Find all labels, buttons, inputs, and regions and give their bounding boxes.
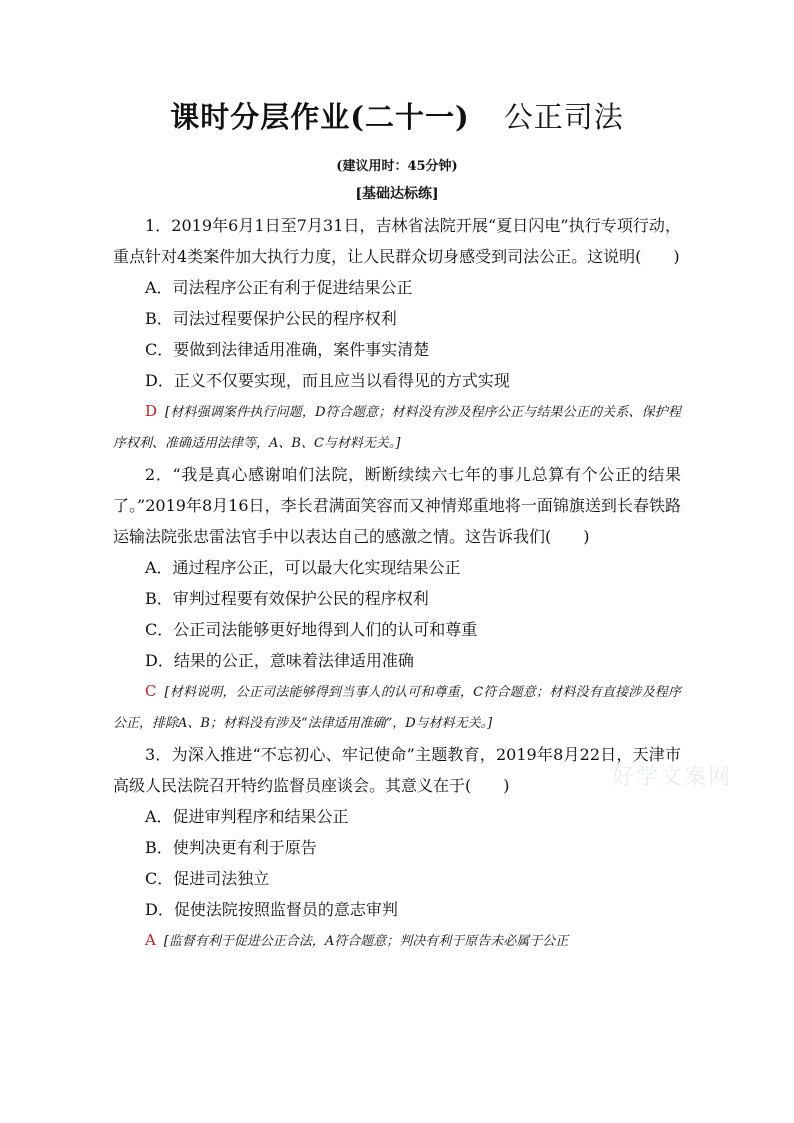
answer-letter: D xyxy=(145,402,158,420)
option-a: A．司法程序公正有利于促进结果公正 xyxy=(145,278,413,297)
answer-explanation xyxy=(113,925,681,957)
question-stem: 3．为深入推进“不忘初心、牢记使命”主题教育，2019年8月22日，天津市高级人民法院召开特约监督员座谈会。其意义在于( ) xyxy=(113,745,681,795)
question-1 xyxy=(113,210,681,459)
option-b: B．审判过程要有效保护公民的程序权利 xyxy=(145,589,429,608)
option-c: C．公正司法能够更好地得到人们的认可和尊重 xyxy=(145,620,478,639)
title-main: 课时分层作业(二十一) xyxy=(170,100,470,134)
option-d: D．促使法院按照监督员的意志审判 xyxy=(145,900,398,919)
page-title xyxy=(0,95,794,136)
title-subtitle: 公正司法 xyxy=(503,100,624,134)
option-b: B．司法过程要保护公民的程序权利 xyxy=(145,309,397,328)
answer-explanation xyxy=(113,396,681,459)
answer-text: [材料说明，公正司法能够得到当事人的认可和尊重，C符合题意；材料没有直接涉及程序公正，排除A、B；材料没有涉及“法律适用准确”，D与材料无关。] xyxy=(113,685,681,731)
option-c: C．促进司法独立 xyxy=(145,869,270,888)
option-c: C．要做到法律适用准确，案件事实清楚 xyxy=(145,340,430,359)
option-b: B．使判决更有利于原告 xyxy=(145,838,317,857)
section-heading: [基础达标练] xyxy=(355,186,439,202)
option-a: A．促进审判程序和结果公正 xyxy=(145,807,349,826)
answer-text: [材料强调案件执行问题，D符合题意；材料没有涉及程序公正与结果公正的关系、保护程序权利、准确适用法律等，A、B、C与材料无关。] xyxy=(113,405,681,451)
watermark: 好学文案网 xyxy=(612,765,733,790)
option-d: D．正义不仅要实现，而且应当以看得见的方式实现 xyxy=(145,371,510,390)
option-d: D．结果的公正，意味着法律适用准确 xyxy=(145,651,414,670)
question-2 xyxy=(113,459,681,739)
answer-letter: A xyxy=(145,931,156,949)
option-a: A．通过程序公正，可以最大化实现结果公正 xyxy=(145,558,461,577)
question-3 xyxy=(113,739,681,957)
answer-text: [监督有利于促进公正合法，A符合题意；判决有利于原告未必属于公正 xyxy=(163,934,569,949)
time-hint: (建议用时：45分钟) xyxy=(336,159,458,174)
question-list xyxy=(113,210,681,957)
answer-letter: C xyxy=(145,682,157,700)
question-stem: 1．2019年6月1日至7月31日，吉林省法院开展“夏日闪电”执行专项行动，重点针对4类案件加大执行力度，让人民群众切身感受到司法公正。这说明( ) xyxy=(113,216,681,266)
answer-explanation xyxy=(113,676,681,739)
question-stem: 2．“我是真心感谢咱们法院，断断续续六七年的事儿总算有个公正的结果了。”2019年8月16日，李长君满面笑容而又神情郑重地将一面锦旗送到长春铁路运输法院张忠雷法官手中以表达自己的感激之情。这告诉我们( ) xyxy=(113,465,681,546)
